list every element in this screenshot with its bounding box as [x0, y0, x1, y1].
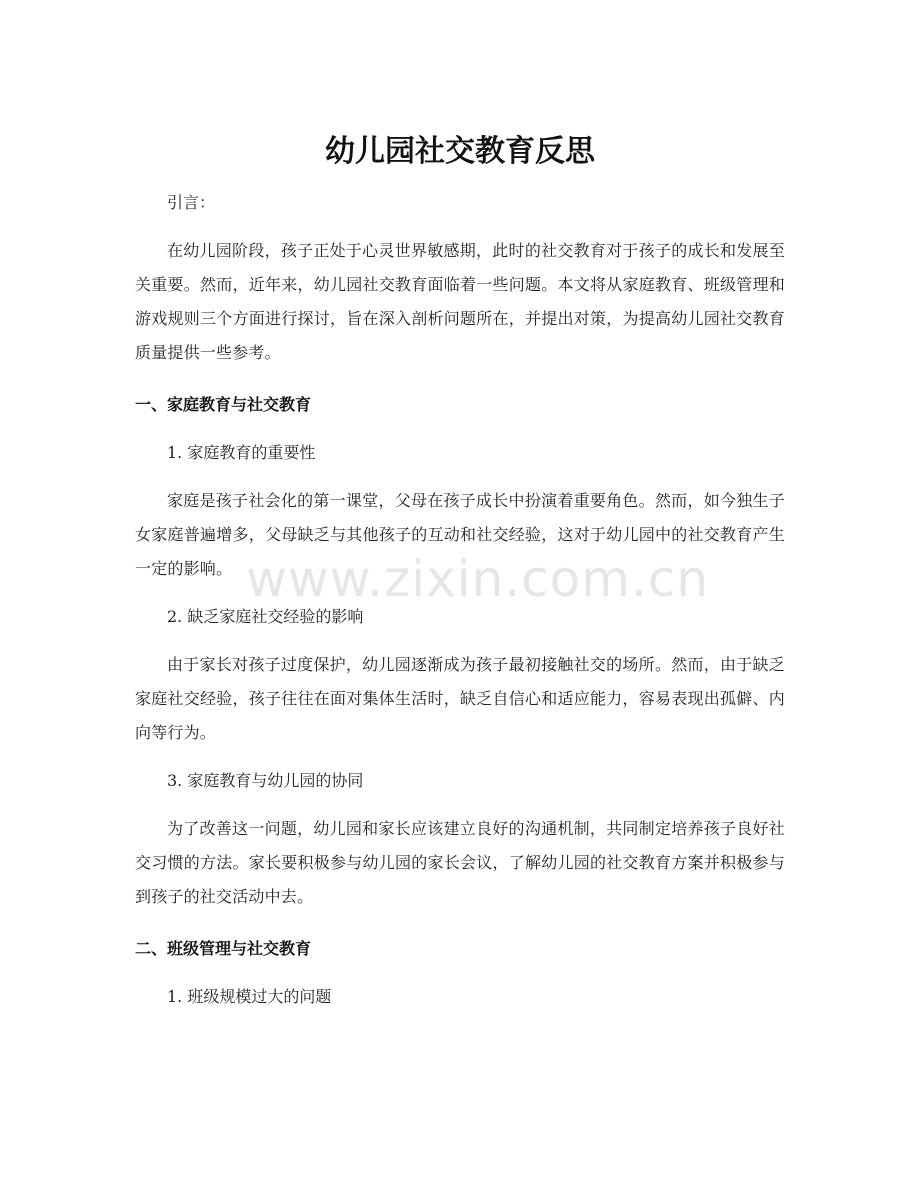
section-heading-class-management: 二、班级管理与社交教育 — [135, 939, 312, 958]
section-heading-family-education: 一、家庭教育与社交教育 — [135, 395, 312, 414]
intro-paragraph: 在幼儿园阶段，孩子正处于心灵世界敏感期，此时的社交教育对于孩子的成长和发展至关重要。然而，近年来，幼儿园社交教育面临着一些问题。本文将从家庭教育、班级管理和游戏规则三个方面进行探讨，旨在深入剖析问题所在，并提出对策，为提高幼儿园社交教育质量提供一些参考。 — [135, 241, 785, 362]
intro-label: 引言： — [167, 193, 216, 212]
subsection-title: 3. 家庭教育与幼儿园的协同 — [167, 771, 364, 790]
subsection-paragraph: 为了改善这一问题，幼儿园和家长应该建立良好的沟通机制，共同制定培养孩子良好社交习惯的方法。家长要积极参与幼儿园的家长会议，了解幼儿园的社交教育方案并积极参与到孩子的社交活动中去。 — [135, 819, 785, 906]
subsection-paragraph: 家庭是孩子社会化的第一课堂，父母在孩子成长中扮演着重要角色。然而，如今独生子女家庭普遍增多，父母缺乏与其他孩子的互动和社交经验，这对于幼儿园中的社交教育产生一定的影响。 — [135, 491, 785, 578]
watermark-text: www.zixin.com.cn — [246, 550, 710, 608]
document-body — [135, 186, 785, 1014]
subsection-title: 1. 班级规模过大的问题 — [167, 987, 332, 1006]
subsection-title: 2. 缺乏家庭社交经验的影响 — [167, 607, 364, 626]
subsection-title: 1. 家庭教育的重要性 — [167, 443, 316, 462]
subsection-paragraph: 由于家长对孩子过度保护，幼儿园逐渐成为孩子最初接触社交的场所。然而，由于缺乏家庭社交经验，孩子往往在面对集体生活时，缺乏自信心和适应能力，容易表现出孤僻、内向等行为。 — [135, 655, 785, 742]
page-title: 幼儿园社交教育反思 — [325, 134, 595, 170]
